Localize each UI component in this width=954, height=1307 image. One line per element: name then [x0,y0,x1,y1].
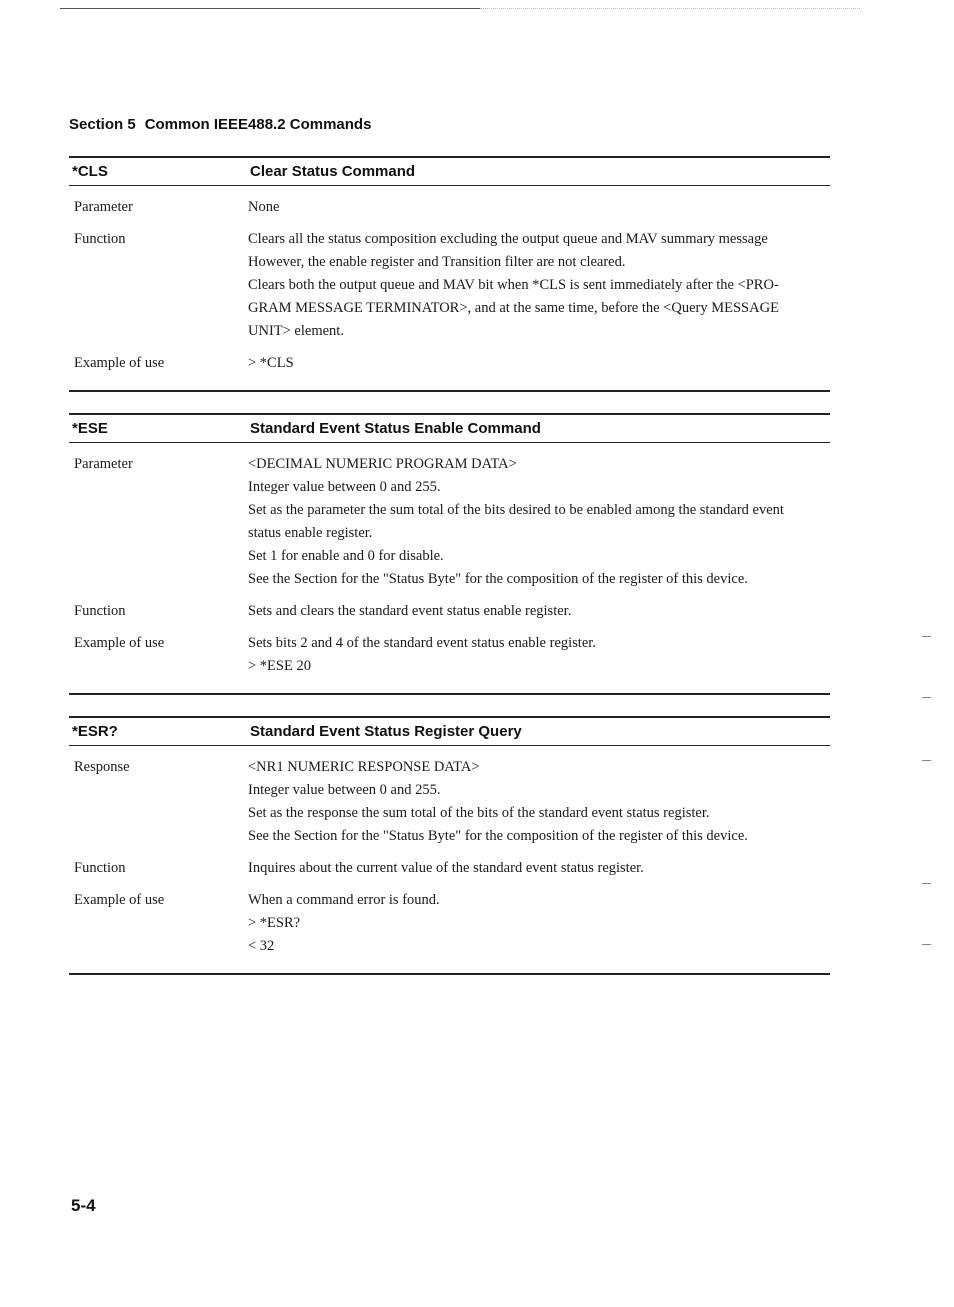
margin-mark [922,944,931,945]
command-title: Standard Event Status Register Query [250,723,522,740]
row-label: Function [74,860,126,876]
margin-mark [922,636,931,637]
value-line: GRAM MESSAGE TERMINATOR>, and at the same time, before the <Query MESSAGE [248,300,779,316]
value-line: See the Section for the "Status Byte" for the composition of the register of this device. [248,571,748,587]
row-example [69,889,830,958]
row-value [248,196,830,219]
row-value [248,632,830,678]
row-label: Example of use [74,892,165,908]
command-title: Standard Event Status Enable Command [250,420,541,437]
row-function [69,857,830,880]
command-code: *ESE [72,420,108,437]
command-code: *CLS [72,163,108,180]
command-block-ese [69,413,830,695]
value-line: <NR1 NUMERIC RESPONSE DATA> [248,759,480,775]
value-line: < 32 [248,938,275,954]
value-line: Set 1 for enable and 0 for disable. [248,548,444,564]
command-block-cls [69,156,830,392]
row-label: Example of use [74,355,165,371]
value-line: Set as the parameter the sum total of the bits desired to be enabled among the standard event [248,502,784,518]
page-number: 5-4 [71,1196,96,1215]
row-value [248,600,830,623]
value-line: When a command error is found. [248,892,440,908]
value-line: UNIT> element. [248,323,344,339]
value-line: Set as the response the sum total of the bits of the standard event status register. [248,805,710,821]
value-line: <DECIMAL NUMERIC PROGRAM DATA> [248,456,517,472]
row-parameter [69,453,830,591]
top-rule-faint [480,8,860,9]
value-line: > *ESE 20 [248,658,311,674]
top-rule [60,8,480,9]
value-line: None [248,199,280,215]
row-value [248,228,830,343]
value-line: Clears all the status composition excluding the output queue and MAV summary message [248,231,768,247]
row-label: Function [74,603,126,619]
value-line: Integer value between 0 and 255. [248,479,441,495]
value-line: Sets and clears the standard event status enable register. [248,603,572,619]
command-header [69,716,830,746]
margin-mark [922,697,931,698]
value-line: Clears both the output queue and MAV bit when *CLS is sent immediately after the <PRO- [248,277,779,293]
value-line: Integer value between 0 and 255. [248,782,441,798]
section-title [69,116,371,133]
row-response [69,756,830,848]
value-line: > *ESR? [248,915,301,931]
row-example [69,632,830,678]
row-value [248,889,830,958]
row-label: Function [74,231,126,247]
row-label: Parameter [74,456,133,472]
row-value [248,857,830,880]
section-number: Section 5 [69,116,136,133]
row-function [69,228,830,343]
command-header [69,413,830,443]
command-block-esr [69,716,830,975]
value-line: However, the enable register and Transition filter are not cleared. [248,254,626,270]
row-parameter [69,196,830,219]
section-name: Common IEEE488.2 Commands [144,116,372,133]
value-line: See the Section for the "Status Byte" for the composition of the register of this device. [248,828,748,844]
value-line: > *CLS [248,355,294,371]
command-title: Clear Status Command [250,163,416,180]
row-value [248,453,830,591]
row-value [248,352,830,375]
margin-mark [922,760,931,761]
command-code: *ESR? [72,723,118,740]
margin-mark [922,883,931,884]
command-header [69,156,830,186]
row-label: Response [74,759,130,775]
row-value [248,756,830,848]
value-line: status enable register. [248,525,373,541]
row-label: Example of use [74,635,165,651]
row-label: Parameter [74,199,133,215]
value-line: Sets bits 2 and 4 of the standard event status enable register. [248,635,596,651]
value-line: Inquires about the current value of the standard event status register. [248,860,644,876]
row-example [69,352,830,375]
row-function [69,600,830,623]
